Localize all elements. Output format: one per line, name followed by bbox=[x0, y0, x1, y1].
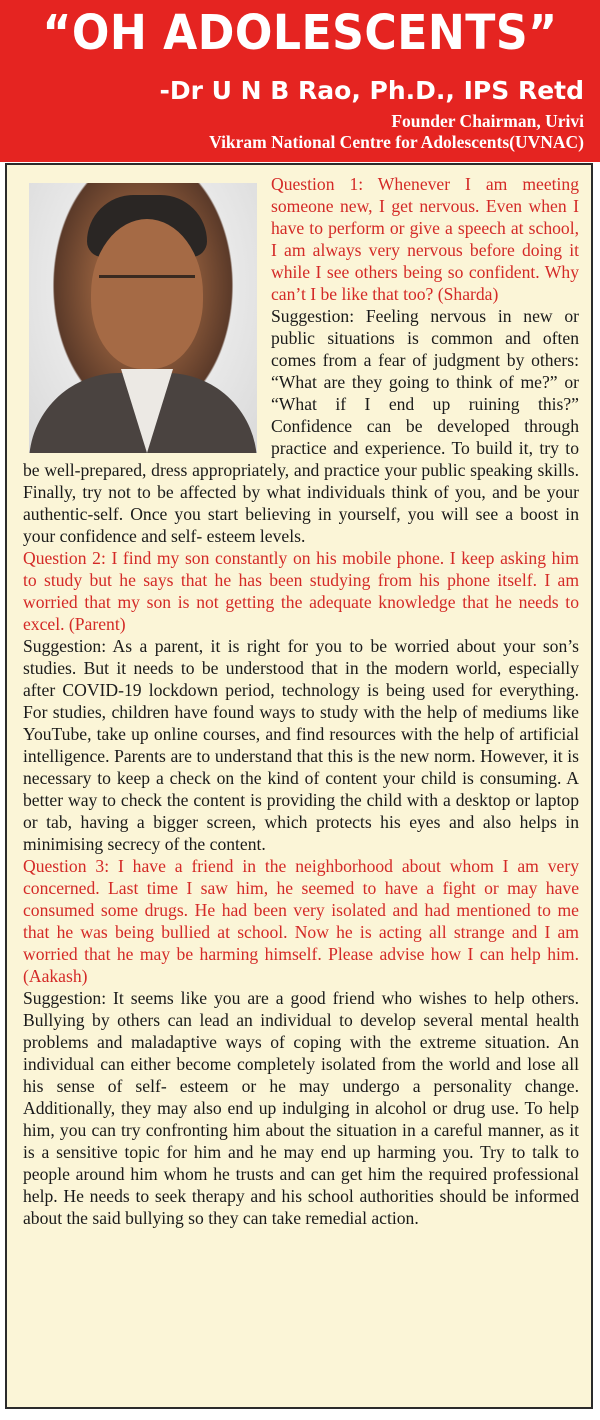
author-byline: -Dr U N B Rao, Ph.D., IPS Retd bbox=[159, 76, 584, 105]
portrait-glasses bbox=[99, 275, 195, 304]
author-role bbox=[209, 111, 584, 153]
suggestion-2: Suggestion: As a parent, it is right for you to be worried about your son’s studies. But it needs to be understood that in the modern world, especially after COVID-19 lockdown period, technology is being used for everything. For studies, children have found ways to study with the help of mediums like YouTube, take up online courses, and find resources with the help of artificial intelligence. Parents are to understand that this is the new norm. However, it is necessary to keep a check on the kind of content your child is consuming. A better way to check the content is providing the child with a desktop or laptop or tab, having a bigger screen, which protects his eyes and also helps in minimising secrecy of the content. bbox=[23, 636, 579, 854]
author-portrait-icon bbox=[29, 183, 257, 453]
suggestion-3: Suggestion: It seems like you are a good friend who wishes to help others. Bullying by others can lead an individual to develop several mental health problems and maladaptive ways of coping with the extreme situation. An individual can either become completely isolated from the world and lose all his sense of self- esteem or he may undergo a personality change. Additionally, they may also end up indulging in alcohol or drug use. To help him, you can try confronting him about the situation in a careful manner, as it is a sensitive topic for him and he may end up harming you. Try to talk to people around him whom he trusts and can get him the required professional help. He needs to seek therapy and his school authorities should be informed about the said bullying so they can take remedial action. bbox=[23, 988, 579, 1228]
question-2: Question 2: I find my son constantly on his mobile phone. I keep asking him to study but he says that he has been studying from his phone itself. I am worried that my son is not getting the adequate knowledge that he needs to excel. (Parent) bbox=[23, 548, 579, 634]
article-body bbox=[23, 173, 579, 1229]
suggestion-1: Suggestion: Feeling nervous in new or public situations is common and often comes from a fear of judgment by others: “What are they going to think of me?” or “What if I end up ruining this?” Confidence can be developed through practice and experience. To build it, try to be well-prepared, dress appropriately, and practice your public speaking skills. Finally, try not to be affected by what individuals think of you, and be your authentic-self. Once you start believing in yourself, you will see a boost in your confidence and self- esteem levels. bbox=[23, 306, 579, 546]
header-banner bbox=[0, 0, 600, 162]
question-3: Question 3: I have a friend in the neighborhood about whom I am very concerned. Last time I saw him, he seemed to have a fight or may have consumed some drugs. He had been very isolated and had mentioned to me that he was being bullied at school. Now he is acting all strange and I am worried that he may be harming himself. Please advise how I can help him. (Aakash) bbox=[23, 856, 579, 986]
author-role-line-1: Founder Chairman, Urivi bbox=[391, 111, 584, 131]
author-role-line-2: Vikram National Centre for Adolescents(UVNAC) bbox=[209, 132, 584, 152]
page-title: “OH ADOLESCENTS” bbox=[42, 5, 558, 61]
article-panel bbox=[5, 163, 593, 1409]
question-1: Question 1: Whenever I am meeting someone new, I get nervous. Even when I have to perform or give a speech at school, I am always very nervous before doing it while I see others being so confident. Why can’t I be like that too? (Sharda) bbox=[271, 174, 579, 304]
